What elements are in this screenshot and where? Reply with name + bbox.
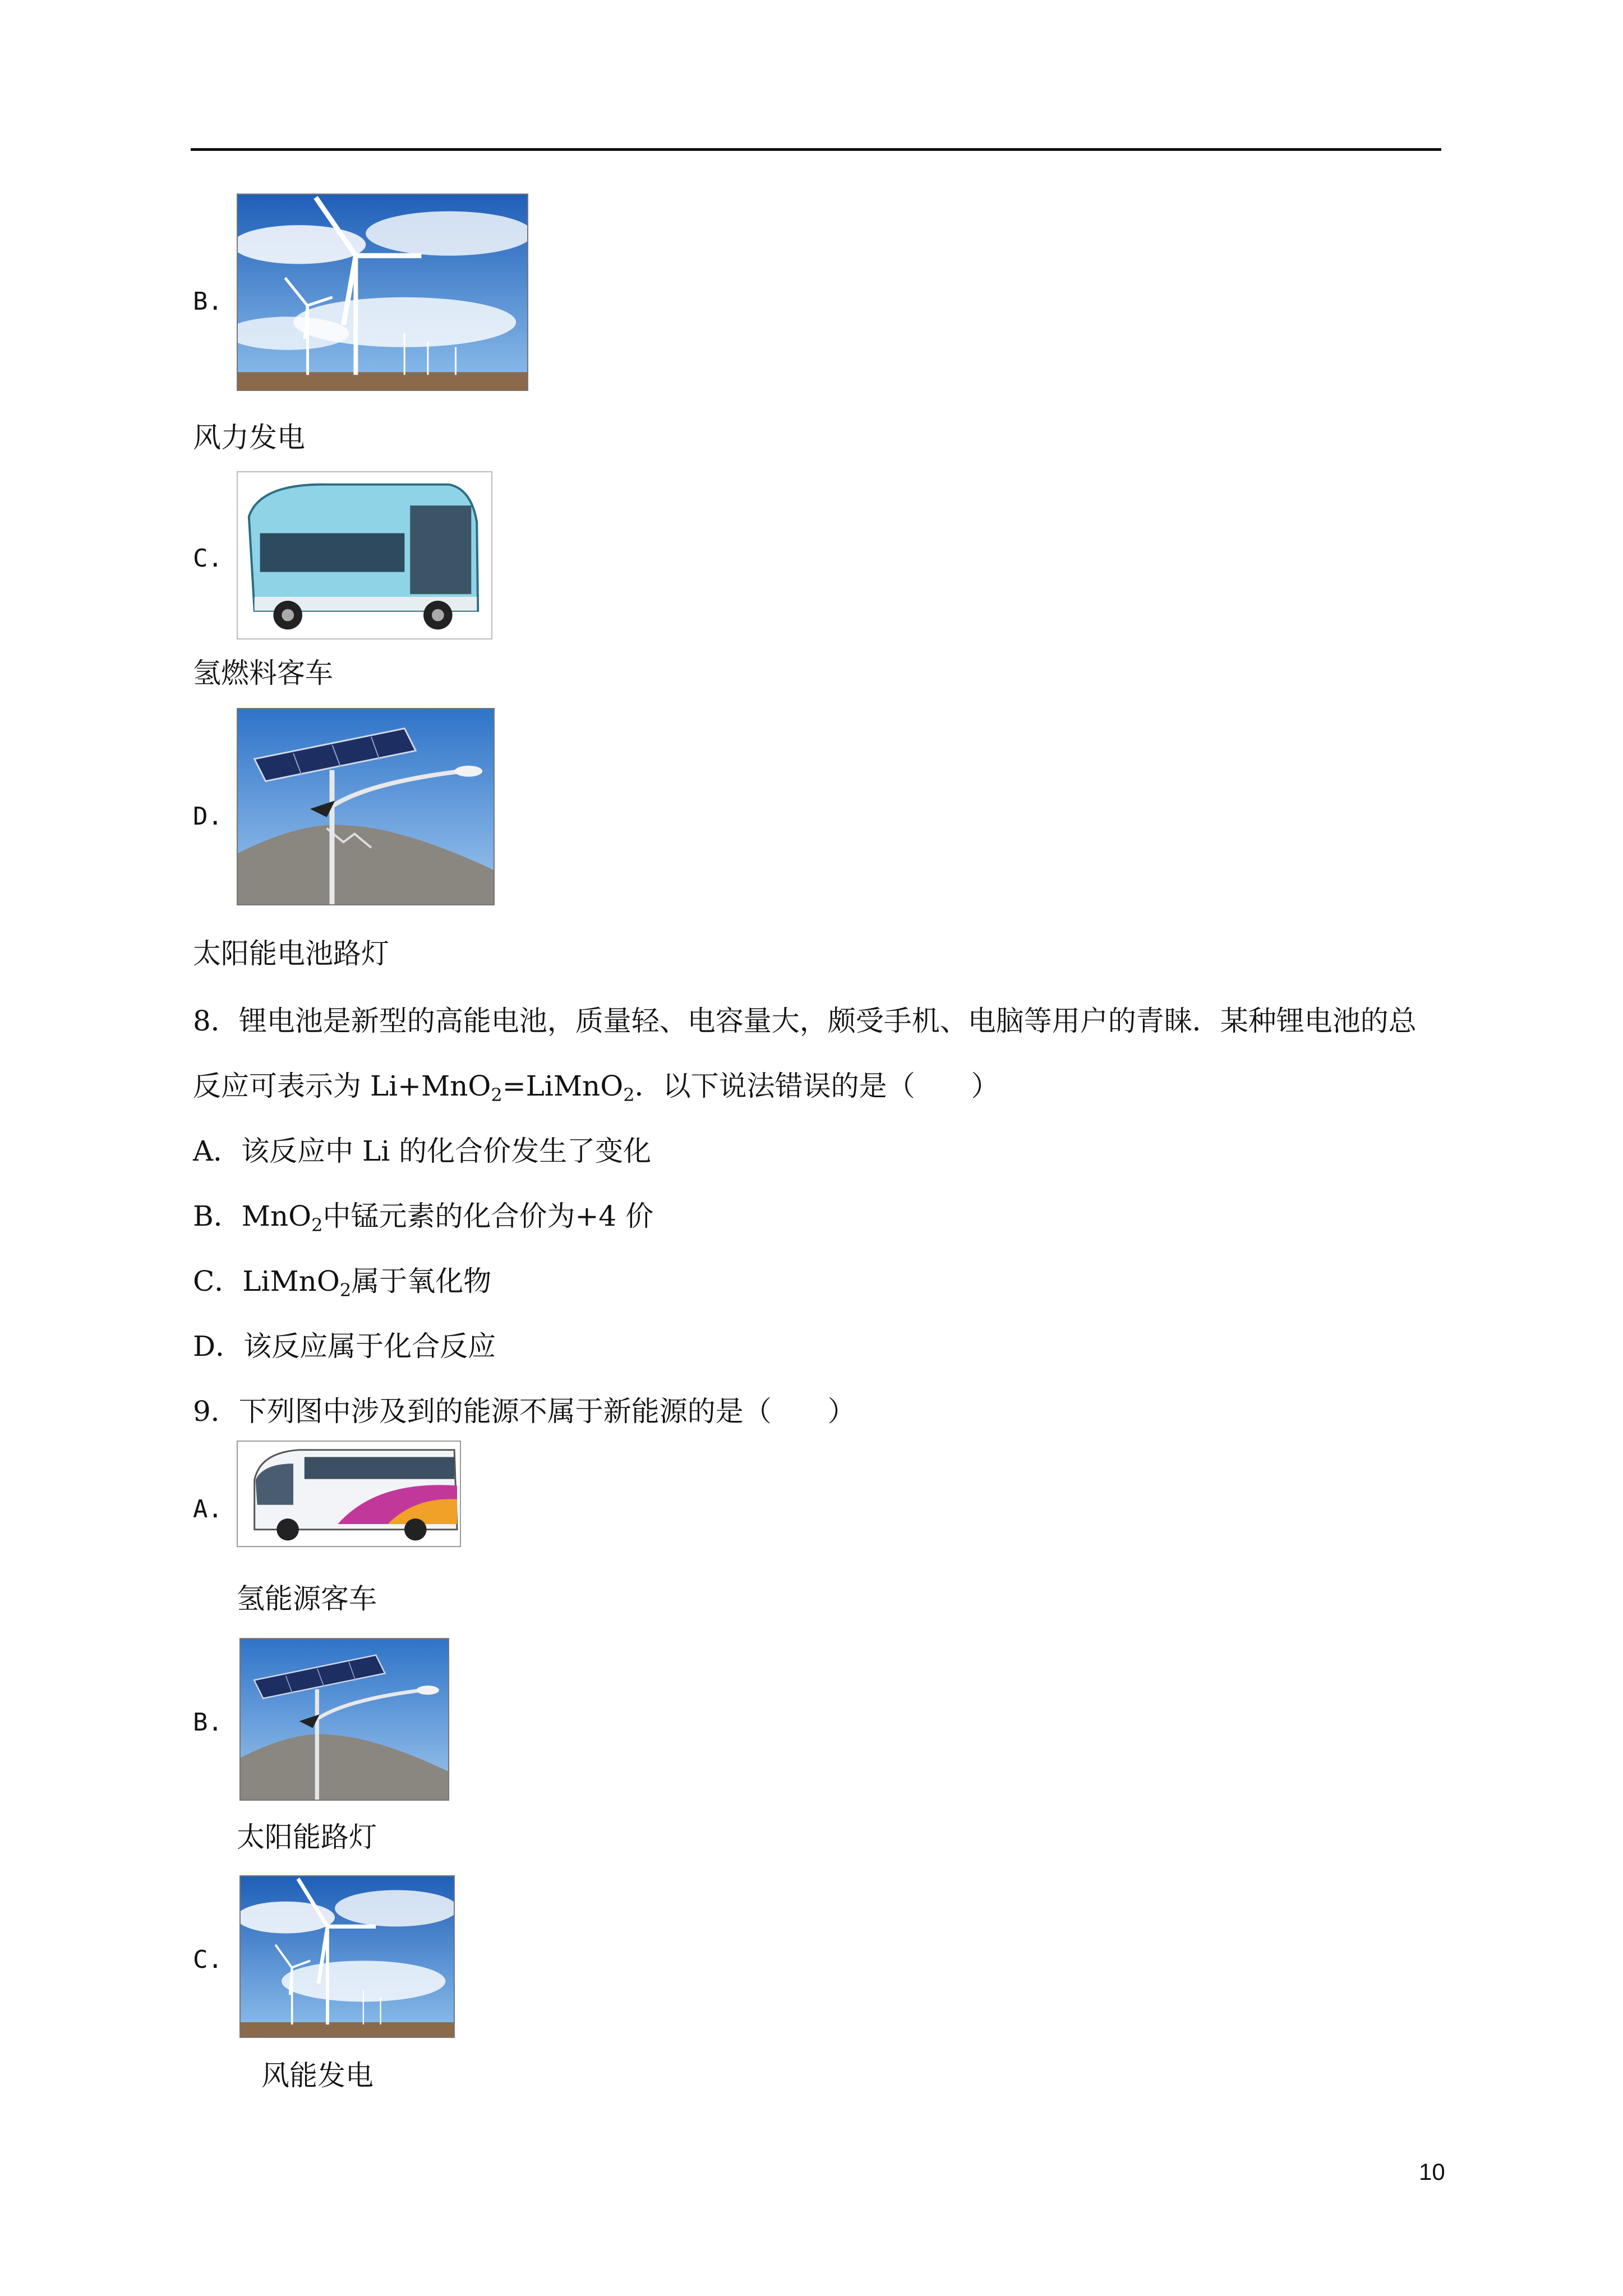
option-b-label: B. [193,287,223,316]
wind-turbine-photo [237,194,528,391]
wind-turbine-photo-2 [239,1875,455,2038]
q9-option-b-caption: 太阳能路灯 [237,1821,377,1853]
page-number: 10 [1419,2159,1445,2185]
q9-option-c-caption: 风能发电 [261,2059,374,2092]
solar-streetlight-photo [237,708,495,905]
q9-option-c-label: C. [193,1945,223,1974]
option-d-caption: 太阳能电池路灯 [193,937,389,970]
q8-option-a: A．该反应中 Li 的化合价发生了变化 [193,1135,652,1167]
q8-sub-1: 2 [491,1084,502,1106]
q8-option-c-sub: 2 [339,1280,352,1301]
q8-option-b-sub: 2 [311,1214,323,1236]
coach-bus-photo [237,1441,461,1547]
q8-line1: 8．锂电池是新型的高能电池，质量轻、电容量大，颇受手机、电脑等用户的青睐．某种锂电池的总 [193,1005,1417,1037]
option-c-caption: 氢燃料客车 [193,657,333,689]
q8-option-c-post: 属于氧化物 [351,1265,492,1297]
header-rule [191,148,1441,151]
solar-streetlight-photo-2 [239,1638,449,1801]
q8-option-c-pre: C．LiMnO [193,1265,340,1297]
q8-line2 [193,1069,999,1112]
bus-photo [237,471,492,639]
q8-option-b [193,1199,653,1242]
q8-line2-post: ．以下说法错误的是（ ） [634,1070,999,1102]
q9-option-b-label: B. [193,1708,223,1737]
q8-sub-2: 2 [623,1084,635,1106]
q8-option-d: D．该反应属于化合反应 [193,1330,496,1363]
option-d-label: D. [193,802,223,831]
q8-line2-mid: =LiMnO [502,1070,624,1102]
q8-option-c [193,1264,491,1307]
q8-option-b-pre: B．MnO [193,1200,312,1232]
q8-line2-pre: 反应可表示为 Li+MnO [193,1070,491,1102]
option-c-label: C. [193,544,223,573]
q9-stem: 9．下列图中涉及到的能源不属于新能源的是（ ） [193,1395,856,1428]
q8-option-b-post: 中锰元素的化合价为+4 价 [322,1200,654,1232]
option-b-caption: 风力发电 [193,421,305,454]
q9-option-a-label: A. [193,1495,223,1524]
q9-option-a-caption: 氢能源客车 [237,1582,377,1615]
